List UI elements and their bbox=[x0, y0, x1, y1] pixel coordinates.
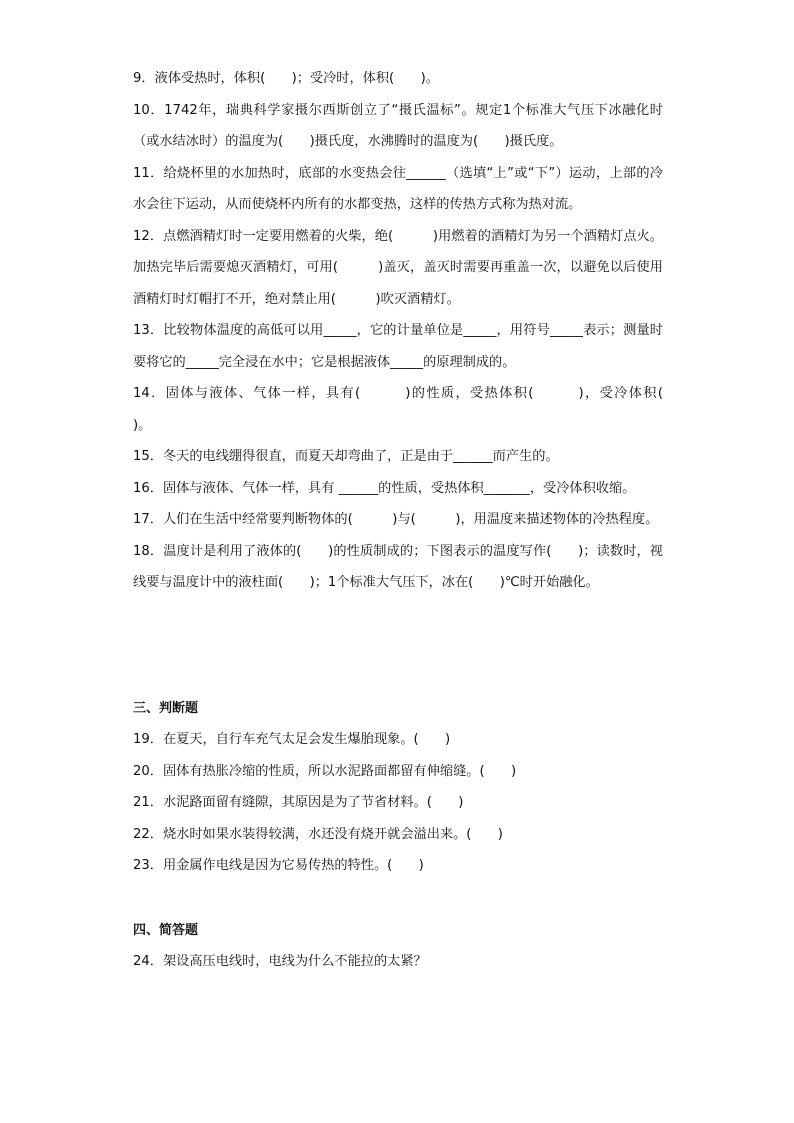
judgment-section bbox=[133, 693, 663, 882]
question-11: 11．给烧杯里的水加热时，底部的水变热会往______（选填“上”或“下”）运动，上部的冷水会往下运动，从而使烧杯内所有的水都变热，这样的传热方式称为热对流。 bbox=[133, 165, 663, 212]
question-19: 19．在夏天，自行车充气太足会发生爆胎现象。( ) bbox=[133, 732, 451, 747]
question-22: 22．烧水时如果水装得较满，水还没有烧开就会溢出来。( ) bbox=[133, 826, 503, 842]
question-content bbox=[133, 63, 703, 978]
question-12: 12．点燃酒精灯时一定要用燃着的火柴，绝( )用燃着的酒精灯为另一个酒精灯点火。加热完毕后需要熄灭酒精灯，可用( )盖灭，盖灭时需要再重盖一次，以避免以后使用酒精灯时灯帽打不开，绝对禁止用( )吹灭酒精灯。 bbox=[133, 228, 663, 307]
section-spacer bbox=[133, 599, 663, 693]
fill-blank-section bbox=[133, 63, 703, 599]
short-answer-section bbox=[133, 915, 663, 978]
question-16: 16．固体与液体、气体一样，具有 ______的性质，受热体积_______，受冷体积收缩。 bbox=[133, 480, 636, 496]
question-13: 13．比较物体温度的高低可以用_____，它的计量单位是_____，用符号_____表示；测量时要将它的_____完全浸在水中；它是根据液体_____的原理制成的。 bbox=[133, 323, 663, 370]
question-10: 10．1742年，瑞典科学家摄尔西斯创立了“摄氏温标”。规定1个标准大气压下冰融化时（或水结冰时）的温度为( )摄氏度，水沸腾时的温度为( )摄氏度。 bbox=[133, 102, 663, 149]
question-14: 14．固体与液体、气体一样，具有( )的性质，受热体积( )，受冷体积( )。 bbox=[133, 386, 703, 433]
question-18: 18．温度计是利用了液体的( )的性质制成的；下图表示的温度写作( )；读数时，视线要与温度计中的液柱面( )；1个标准大气压下，冰在( )℃时开始融化。 bbox=[133, 543, 663, 590]
question-20: 20．固体有热胀冷缩的性质，所以水泥路面都留有伸缩缝。( ) bbox=[133, 763, 517, 779]
question-17: 17．人们在生活中经常要判断物体的( )与( )，用温度来描述物体的冷热程度。 bbox=[133, 512, 659, 527]
section-spacer bbox=[133, 882, 663, 915]
question-23: 23．用金属作电线是因为它易传热的特性。( ) bbox=[133, 858, 424, 873]
section-title-judgment: 三、判断题 bbox=[133, 700, 199, 716]
question-24: 24．架设高压电线时，电线为什么不能拉的太紧？ bbox=[133, 954, 427, 969]
section-title-short-answer: 四、简答题 bbox=[133, 922, 199, 938]
question-21: 21．水泥路面留有缝隙，其原因是为了节省材料。( ) bbox=[133, 795, 464, 810]
question-9: 9．液体受热时，体积( )；受冷时，体积( )。 bbox=[133, 71, 439, 86]
question-15: 15．冬天的电线绷得很直，而夏天却弯曲了，正是由于______而产生的。 bbox=[133, 449, 559, 464]
